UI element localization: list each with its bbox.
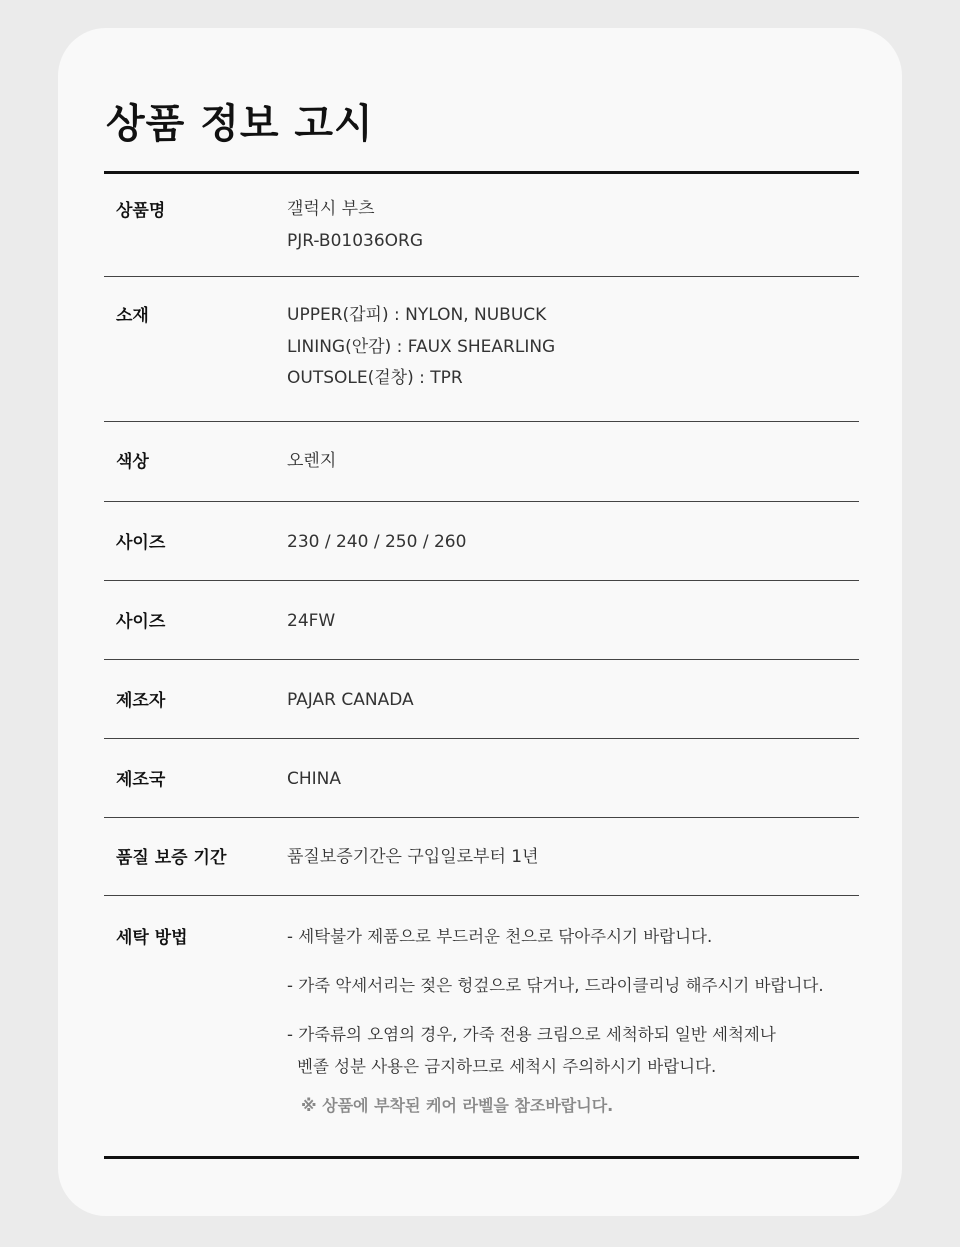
row-washing — [104, 896, 859, 1156]
washing-item-text-continued: 벤졸 성분 사용은 금지하므로 세척시 주의하시기 바랍니다. — [297, 1057, 717, 1076]
row-label: 상품명 — [116, 201, 166, 221]
washing-item — [287, 921, 824, 953]
row-value — [287, 685, 414, 717]
washing-item-text: - 가죽 악세서리는 젖은 헝겊으로 닦거나, 드라이클리닝 해주시기 바랍니다. — [287, 976, 824, 995]
row-value — [287, 527, 466, 559]
row-value — [287, 300, 555, 395]
row-country — [104, 739, 859, 818]
row-label: 사이즈 — [116, 533, 166, 553]
row-warranty — [104, 818, 859, 896]
row-label: 제조자 — [116, 691, 166, 711]
row-product-name — [104, 174, 859, 277]
row-color — [104, 422, 859, 502]
material-lining-value: LINING(안감) : FAUX SHEARLING — [287, 336, 556, 357]
row-label: 품질 보증 기간 — [116, 848, 227, 868]
size-value: 230 / 240 / 250 / 260 — [287, 532, 467, 552]
product-name-value: 갤럭시 부츠 — [287, 199, 375, 219]
row-value — [287, 764, 341, 796]
season-value: 24FW — [287, 611, 336, 631]
washing-item — [287, 970, 824, 1002]
country-value: CHINA — [287, 769, 342, 789]
washing-item — [287, 1019, 824, 1083]
row-label: 소재 — [116, 306, 149, 326]
warranty-value: 품질보증기간은 구입일로부터 1년 — [287, 847, 539, 867]
material-outsole-value: OUTSOLE(겉창) : TPR — [287, 368, 463, 388]
row-material — [104, 277, 859, 422]
row-label: 사이즈 — [116, 612, 166, 632]
washing-instructions — [287, 921, 824, 1100]
row-label: 세탁 방법 — [116, 928, 188, 948]
product-code-value: PJR-B01036ORG — [287, 230, 424, 251]
row-label: 색상 — [116, 452, 149, 472]
washing-item-text: - 세탁불가 제품으로 부드러운 천으로 닦아주시기 바랍니다. — [287, 927, 713, 946]
washing-item-text: - 가죽류의 오염의 경우, 가죽 전용 크림으로 세척하되 일반 세척제나 — [287, 1025, 776, 1044]
row-value — [287, 194, 423, 257]
row-manufacturer — [104, 660, 859, 739]
row-value — [287, 606, 335, 638]
material-upper-value: UPPER(갑피) : NYLON, NUBUCK — [287, 305, 547, 325]
page-title: 상품 정보 고시 — [106, 101, 374, 147]
row-season — [104, 581, 859, 660]
table-bottom-rule — [104, 1156, 859, 1159]
row-label: 제조국 — [116, 770, 166, 790]
row-value — [287, 842, 539, 874]
color-value: 오렌지 — [287, 451, 337, 471]
manufacturer-value: PAJAR CANADA — [287, 690, 414, 710]
care-label-note: ※ 상품에 부착된 케어 라벨을 참조바랍니다. — [301, 1096, 614, 1115]
row-size — [104, 502, 859, 581]
row-value — [287, 446, 336, 478]
